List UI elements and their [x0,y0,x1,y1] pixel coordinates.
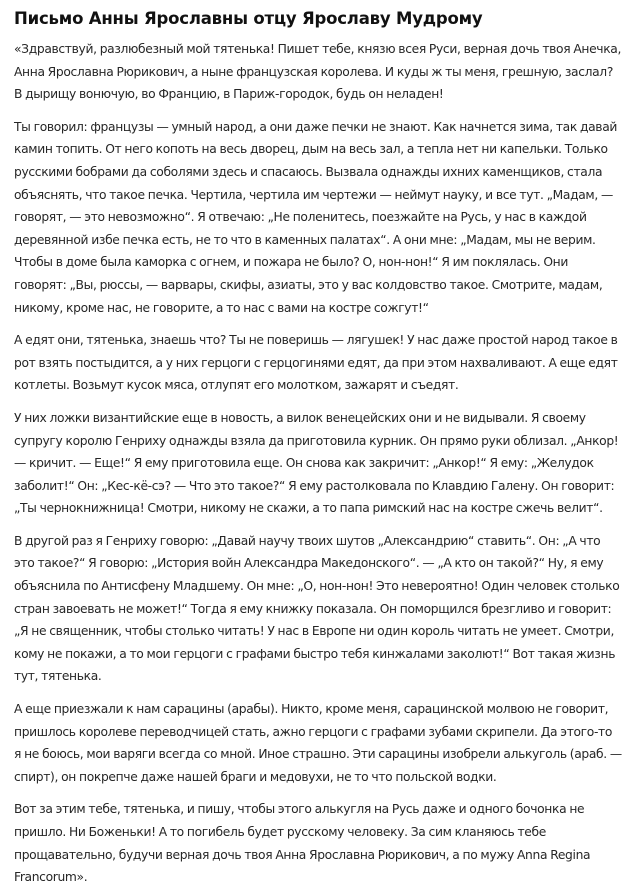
paragraph-saracens: А еще приезжали к нам сарацины (арабы). Никто, кроме меня, сарацинской молвою не говорит, пришлось королеве переводчицей стать, ажно герцоги с графами зубами скрипели. Да этого-то я не боюсь, мои варяги всегда со мной. Иное страшно. Эти сарацины изобрели алькуголь (араб. — спирт), он покрепче даже нашей браги и медовухи, не то что польской водки. [14,702,622,784]
paragraph-food: А едят они, тятенька, знаешь что? Ты не поверишь — лягушек! У нас даже простой народ такое в рот взять постыдится, а у них герцоги с герцогинями едят, да при этом нахваливают. А еще едят котлеты. Возьмут кусок мяса, отлупят его молотком, зажарят и съедят. [14,333,618,393]
paragraph-kurnik: У них ложки византийские еще в новость, а вилок венецейских они и не видывали. Я своему супругу королю Генриху однажды взяла да приготовила курник. Он прямо руки облизал. „Анкор! — кричит. — Еще!“ Я ему приготовила еще. Он снова как закричит: „Анкор!“ Я ему: „Желудок заболит!“ Он: „Кес-кё-сэ? — Что это такое?“ Я ему растолковала по Клавдию Галену. Он говорит: „Ты чернокнижница! Смотри, никому не скажи, а то папа римский нас на костре сжечь велит“. [14,410,619,516]
paragraph-greeting: «Здравствуй, разлюбезный мой тятенька! Пишет тебе, князю всея Руси, верная дочь твоя Анечка, Анна Ярославна Рюрикович, а ныне французская королева. И куды ж ты меня, грешную, заслал? В дырищу вонючую, во Францию, в Париж-городок, будь он неладен! [14,42,622,102]
paragraph-alexandria: В другой раз я Генриху говорю: „Давай научу твоих шутов „Александрию“ ставить“. Он: „А что это такое?“ Я говорю: „История войн Александра Македонского“. — „А кто он такой?“ Ну, я ему объяснила по Антисфену Младшему. Он мне: „О, нон-нон! Это невероятно! Один человек столько стран завоевать не может!“ Тогда я ему книжку показала. Он поморщился брезгливо и говорит: „Я не священник, чтобы столько читать! У нас в Европе ни один король читать не умеет. Смотри, кому не покажи, а то мои герцоги с графами быстро тебя кинжалами заколют!“ Вот такая жизнь тут, тятенька. [14,533,620,684]
paragraph-stove: Ты говорил: французы — умный народ, а они даже печки не знают. Как начнется зима, так давай камин топить. От него копоть на весь дворец, дым на весь зал, а тепла нет ни капельки. Только русскими бобрами да соболями здесь и спасаюсь. Вызвала однажды ихних каменщиков, стала объяснять, что такое печка. Чертила, чертила им чертежи — неймут науку, и все тут. „Мадам, — говорят, — это невозможно“. Я отвечаю: „Не поленитесь, поезжайте на Русь, у нас в каждой деревянной избе печка есть, не то что в каменных палатах“. А они мне: „Мадам, мы не верим. Чтобы в доме была каморка с огнем, и пожара не было? О, нон-нон!“ Я им поклялась. Они говорят: „Вы, рюссы, — варвары, скифы, азиаты, это у вас колдовство такое. Смотрите, мадам, никому, кроме нас, не говорите, а то нас с вами на костре сожгут!“ [14,119,618,315]
paragraph-closing: Вот за этим тебе, тятенька, и пишу, чтобы этого алькугля на Русь даже и одного бочонка не пришло. Ни Боженьки! А то погибель будет русскому человеку. За сим кланяюсь тебе прощавательно, будучи верная дочь твоя Анна Ярославна Рюрикович, а по мужу Anna Regina Francorum». [14,802,591,885]
document-title: Письмо Анны Ярославны отцу Ярославу Мудрому [14,9,483,28]
